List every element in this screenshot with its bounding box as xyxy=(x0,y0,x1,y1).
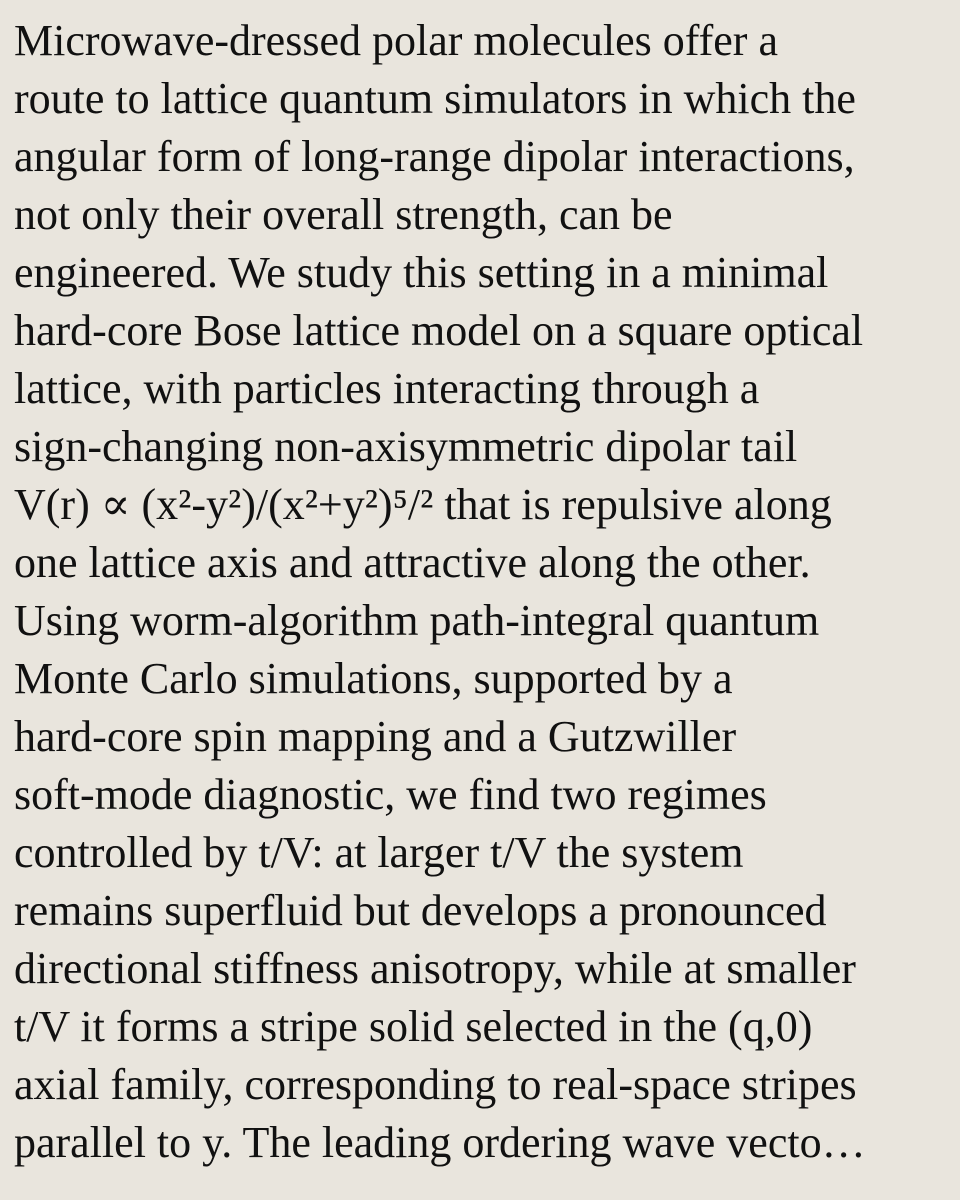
abstract-line: soft-mode diagnostic, we find two regimes xyxy=(14,770,767,819)
abstract-line: axial family, corresponding to real-space stripes xyxy=(14,1060,857,1109)
abstract-line: parallel to y. The leading ordering wave vecto… xyxy=(14,1118,866,1167)
abstract-line: route to lattice quantum simulators in which the xyxy=(14,74,856,123)
abstract-line: hard-core Bose lattice model on a square optical xyxy=(14,306,864,355)
abstract-line: lattice, with particles interacting through a xyxy=(14,364,760,413)
abstract-line: V(r) ∝ (x²-y²)/(x²+y²)⁵/² that is repulsive along xyxy=(14,480,832,529)
abstract-line: sign-changing non-axisymmetric dipolar tail xyxy=(14,422,798,471)
abstract-text xyxy=(14,12,960,1172)
abstract-line: Using worm-algorithm path-integral quantum xyxy=(14,596,820,645)
abstract-line: not only their overall strength, can be xyxy=(14,190,673,239)
abstract-line: engineered. We study this setting in a minimal xyxy=(14,248,829,297)
abstract-line: hard-core spin mapping and a Gutzwiller xyxy=(14,712,737,761)
abstract-line: remains superfluid but develops a pronounced xyxy=(14,886,827,935)
abstract-line: controlled by t/V: at larger t/V the system xyxy=(14,828,744,877)
abstract-line: angular form of long-range dipolar interactions, xyxy=(14,132,855,181)
abstract-line: Monte Carlo simulations, supported by a xyxy=(14,654,733,703)
abstract-line: directional stiffness anisotropy, while at smaller xyxy=(14,944,856,993)
abstract-line: Microwave-dressed polar molecules offer a xyxy=(14,16,778,65)
abstract-line: one lattice axis and attractive along the other. xyxy=(14,538,811,587)
abstract-line: t/V it forms a stripe solid selected in the (q,0) xyxy=(14,1002,813,1051)
